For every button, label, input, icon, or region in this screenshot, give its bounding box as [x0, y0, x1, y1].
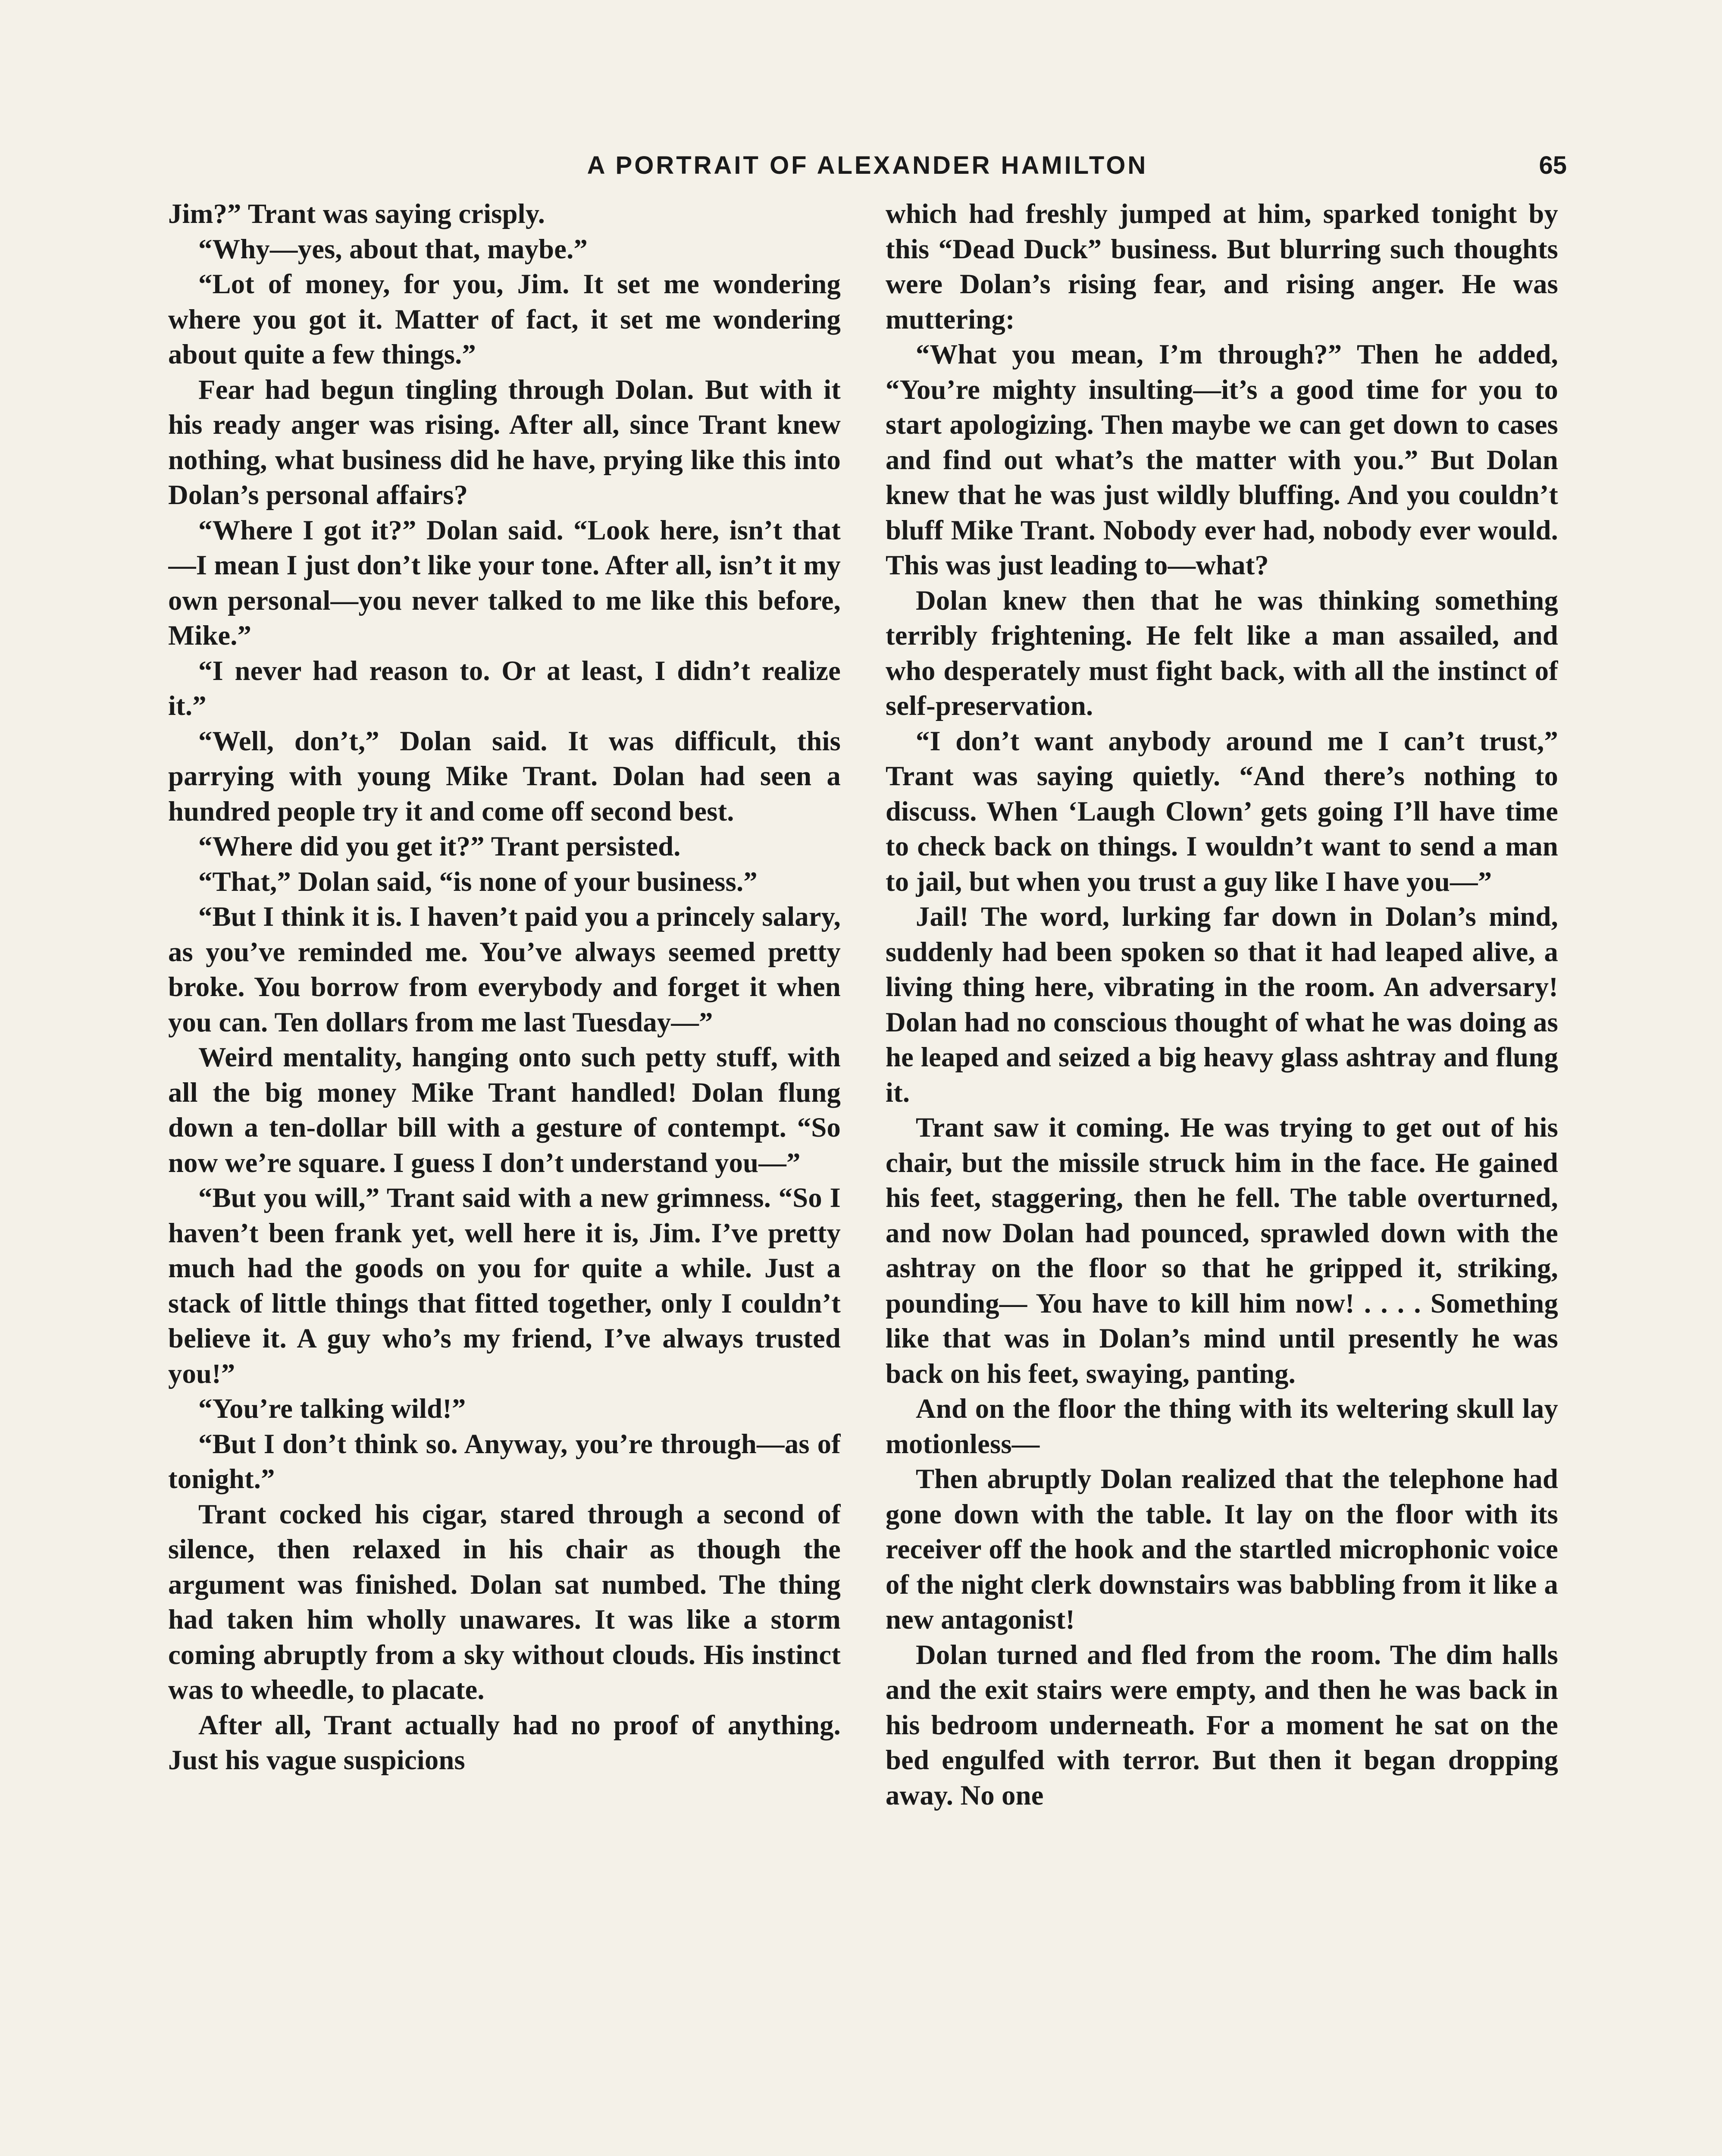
paragraph: Dolan knew then that he was thinking something terribly frightening. He felt like a man assailed, and who desperately must fight back, with all the instinct of self-preservation. [886, 584, 1558, 721]
running-title: A PORTRAIT OF ALEXANDER HAMILTON [587, 151, 1148, 179]
paragraph: Then abruptly Dolan realized that the telephone had gone down with the table. It lay on the floor with its receiver off the hook and the startled microphonic voice of the night clerk downstairs was babbling from it like a new antagonist! [886, 1463, 1558, 1635]
paragraph: Dolan turned and fled from the room. The dim halls and the exit stairs were empty, and then he was back in his bedroom underneath. For a moment he sat on the bed engulfed with terror. But then it began dropping away. No one [886, 1639, 1558, 1811]
paragraph: “Lot of money, for you, Jim. It set me wondering where you got it. Matter of fact, it set me wondering about quite a few things.” [168, 268, 841, 370]
paragraph: Trant saw it coming. He was trying to get out of his chair, but the missile struck him in the face. He gained his feet, staggering, then he fell. The table overturned, and now Dolan had pounced, sprawled down with the ashtray on the floor so that he gripped it, striking, pounding— You have to kill him now! . . . . Something like that was in Dolan’s mind until presently he was back on his feet, swaying, panting. [886, 1112, 1558, 1389]
paragraph: “But you will,” Trant said with a new grimness. “So I haven’t been frank yet, well here it is, Jim. I’ve pretty much had the goods on you for quite a while. Just a stack of little things that fitted together, only I couldn’t believe it. A guy who’s my friend, I’ve always trusted you!” [168, 1182, 841, 1389]
paragraph: Weird mentality, hanging onto such petty stuff, with all the big money Mike Trant handled! Dolan flung down a ten-dollar bill with a gesture of contempt. “So now we’re square. I guess I don’t understand you—” [168, 1041, 841, 1178]
paragraph: “What you mean, I’m through?” Then he added, “You’re mighty insulting—it’s a good time for you to start apologizing. Then maybe we can get down to cases and find out what’s the matter with you.” But Dolan knew that he was just wildly bluffing. And you couldn’t bluff Mike Trant. Nobody ever had, nobody ever would. This was just leading to—what? [886, 338, 1558, 580]
paragraph: Jim?” Trant was saying crisply. [168, 198, 545, 229]
paragraph: “You’re talking wild!” [198, 1393, 466, 1424]
paragraph: “But I think it is. I haven’t paid you a princely salary, as you’ve reminded me. You’ve always seemed pretty broke. You borrow from everybody and forget it when you can. Ten dollars from me last Tuesday—” [168, 901, 841, 1037]
text-columns [168, 196, 1558, 2156]
paragraph: “Well, don’t,” Dolan said. It was difficult, this parrying with young Mike Trant. Dolan had seen a hundred people try it and come off second best. [168, 725, 841, 827]
paragraph: which had freshly jumped at him, sparked tonight by this “Dead Duck” business. But blurring such thoughts were Dolan’s rising fear, and rising anger. He was muttering: [886, 198, 1558, 335]
paragraph: “Where did you get it?” Trant persisted. [198, 830, 681, 862]
paragraph: “But I don’t think so. Anyway, you’re through—as of tonight.” [168, 1428, 841, 1494]
paragraph: And on the floor the thing with its weltering skull lay motionless— [886, 1393, 1558, 1459]
paragraph: After all, Trant actually had no proof of anything. Just his vague suspicions [168, 1709, 841, 1775]
paragraph: Jail! The word, lurking far down in Dolan’s mind, suddenly had been spoken so that it had leaped alive, a living thing here, vibrating in the room. An adversary! Dolan had no conscious thought of what he was doing as he leaped and seized a big heavy glass ashtray and flung it. [886, 901, 1558, 1108]
paragraph: “Why—yes, about that, maybe.” [198, 233, 588, 264]
paragraph: “Where I got it?” Dolan said. “Look here, isn’t that—I mean I just don’t like your tone. After all, isn’t it my own personal—you never talked to me like this before, Mike.” [168, 514, 841, 651]
paragraph: “I don’t want anybody around me I can’t trust,” Trant was saying quietly. “And there’s nothing to discuss. When ‘Laugh Clown’ gets going I’ll have time to check back on things. I wouldn’t want to send a man to jail, but when you trust a guy like I have you—” [886, 725, 1558, 897]
right-column [886, 196, 1558, 2156]
paragraph: Fear had begun tingling through Dolan. But with it his ready anger was rising. After all, since Trant knew nothing, what business did he have, prying like this into Dolan’s personal affairs? [168, 373, 841, 510]
page-header [168, 151, 1567, 190]
paragraph: Trant cocked his cigar, stared through a second of silence, then relaxed in his chair as though the argument was finished. Dolan sat numbed. The thing had taken him wholly unawares. It was like a storm coming abruptly from a sky without clouds. His instinct was to wheedle, to placate. [168, 1498, 841, 1705]
paragraph: “I never had reason to. Or at least, I didn’t realize it.” [168, 655, 841, 721]
paragraph: “That,” Dolan said, “is none of your business.” [198, 865, 758, 897]
page-number: 65 [1539, 151, 1567, 179]
left-column [168, 196, 841, 2156]
